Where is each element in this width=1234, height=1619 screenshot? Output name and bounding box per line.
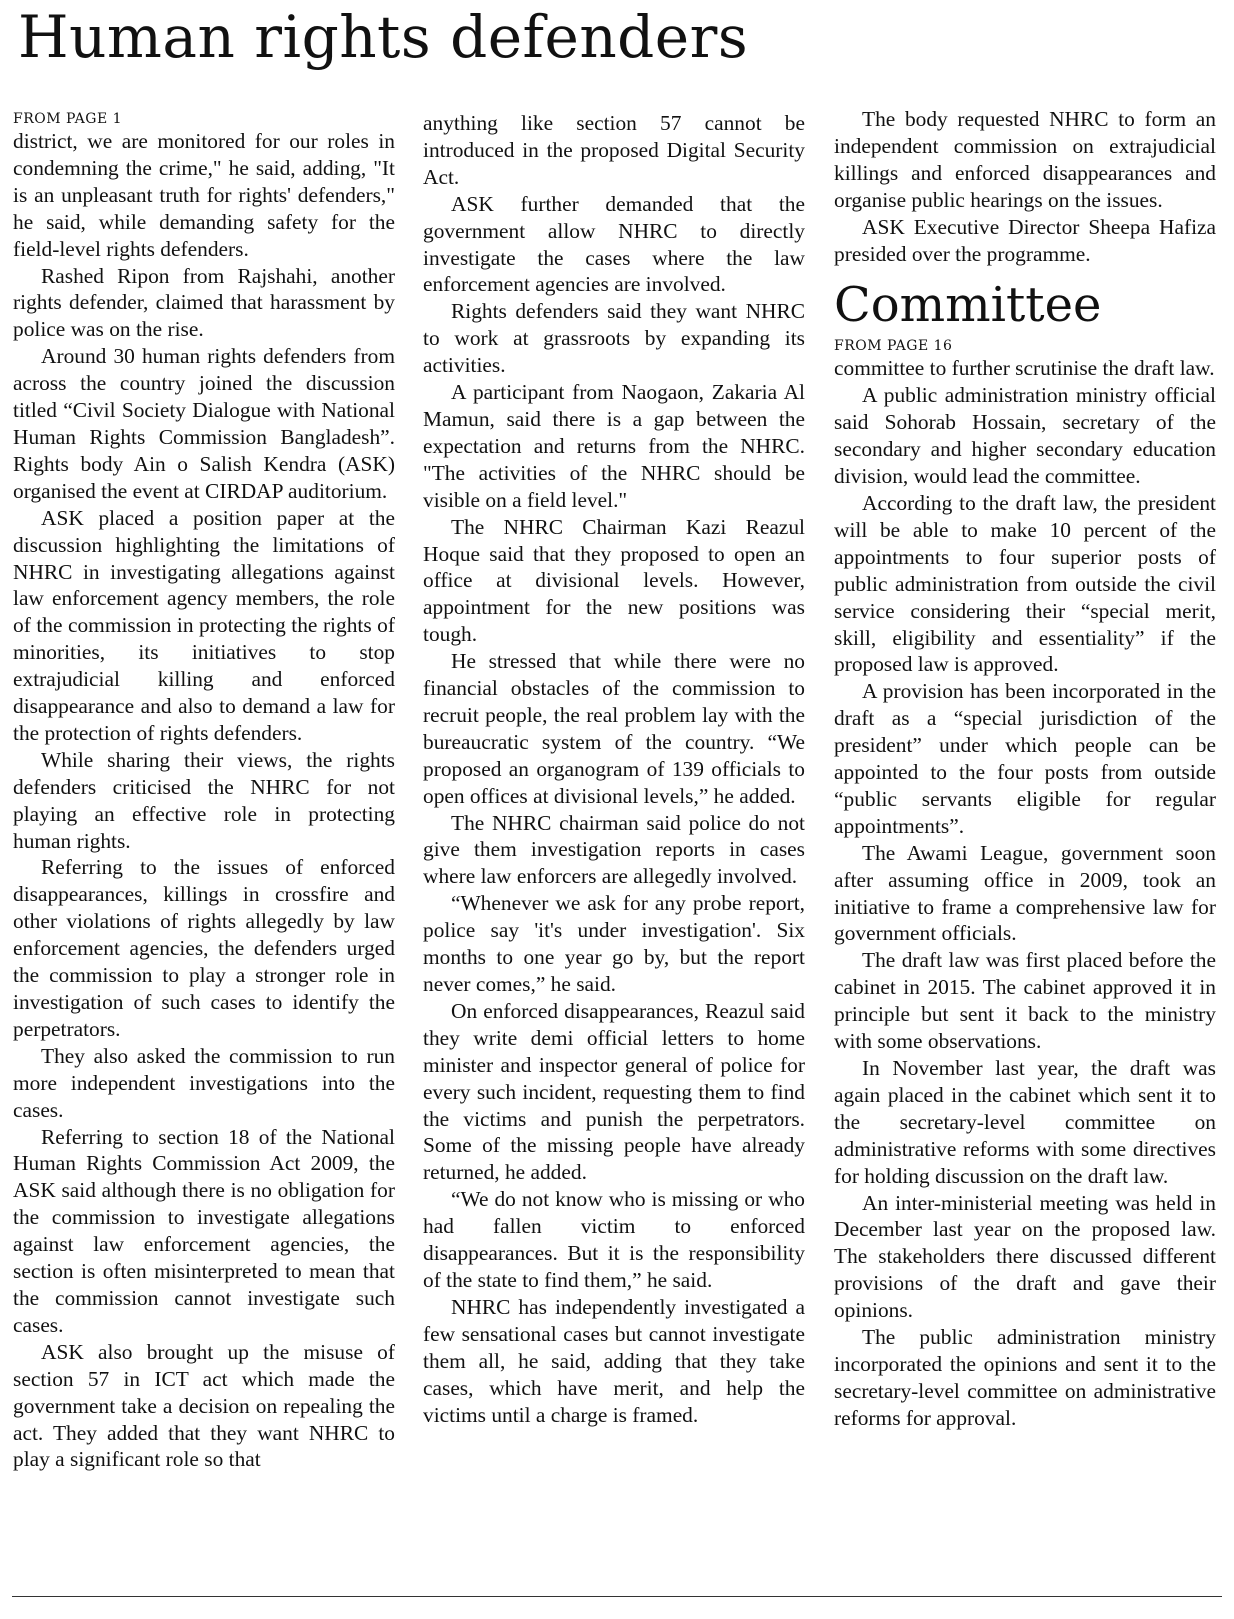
paragraph: district, we are monitored for our roles in condemning the crime," he said, adding, "It is an unpleasant truth for rights' defenders," he said, while demanding safety for the field-level rights defenders.	[13, 129, 395, 261]
paragraph: The public administration ministry incorporated the opinions and sent it to the secretary-level committee on administrative reforms for approval.	[834, 1325, 1216, 1430]
column-2	[423, 110, 805, 1428]
paragraph: “We do not know who is missing or who had fallen victim to enforced disappearances. But it is the responsibility of the state to find them,” he said.	[423, 1187, 805, 1292]
paragraph: ASK also brought up the misuse of section 57 in ICT act which made the government take a decision on repealing the act. They added that they want NHRC to play a significant role so that	[13, 1339, 395, 1472]
paragraph: Rashed Ripon from Rajshahi, another rights defender, claimed that harassment by police was on the rise.	[13, 263, 395, 342]
paragraph: ASK Executive Director Sheepa Hafiza presided over the programme.	[834, 214, 1216, 266]
paragraph: In November last year, the draft was again placed in the cabinet which sent it to the secretary-level committee on administrative reforms with some directives for holding discussion on the draft law.	[834, 1056, 1216, 1188]
paragraph: ASK further demanded that the government allow NHRC to directly investigate the cases where the law enforcement agencies are involved.	[423, 191, 805, 297]
paragraph: The draft law was first placed before the cabinet in 2015. The cabinet approved it in principle but sent it back to the ministry with some observations.	[834, 948, 1216, 1054]
column-3	[834, 106, 1216, 1432]
paragraph: The NHRC chairman said police do not give them investigation reports in cases where law enforcers are allegedly involved.	[423, 810, 805, 889]
paragraph: A participant from Naogaon, Zakaria Al Mamun, said there is a gap between the expectation and returns from the NHRC. "The activities of the NHRC should be visible on a field level."	[423, 380, 805, 512]
paragraph: The body requested NHRC to form an independent commission on extrajudicial killings and enforced disappearances and organise public hearings on the issues.	[834, 107, 1216, 212]
paragraph: committee to further scrutinise the draft law.	[834, 356, 1215, 381]
headline: Human rights defenders	[18, 3, 749, 71]
paragraph: ASK placed a position paper at the discussion highlighting the limitations of NHRC in investigating allegations against law enforcement agency members, the role of the commission in protecting the rights of minorities, its initiatives to stop extrajudicial killing and enforced disappearance and also to demand a law for the protection of rights defenders.	[13, 505, 395, 745]
jump-kicker: FROM PAGE 16	[834, 338, 953, 355]
paragraph: They also asked the commission to run more independent investigations into the cases.	[13, 1043, 395, 1122]
paragraph: Around 30 human rights defenders from across the country joined the discussion titled “Civil Society Dialogue with National Human Rights Commission Bangladesh”. Rights body Ain o Salish Kendra (ASK) organised the event at CIRDAP auditorium.	[13, 344, 395, 503]
jump-kicker: FROM PAGE 1	[13, 111, 123, 127]
paragraph: A provision has been incorporated in the draft as a “special jurisdiction of the president” under which people can be appointed to the four posts from outside “public servants eligible for regular appointments”.	[834, 679, 1216, 838]
paragraph: anything like section 57 cannot be introduced in the proposed Digital Security Act.	[423, 111, 805, 189]
paragraph: “Whenever we ask for any probe report, police say 'it's under investigation'. Six months to one year go by, but the report never comes,” he said.	[423, 891, 805, 996]
paragraph: According to the draft law, the president will be able to make 10 percent of the appointments to four superior posts of public administration from outside the civil service considering their “special merit, skill, eligibility and essentiality” if the proposed law is approved.	[834, 490, 1216, 677]
column-1	[13, 110, 395, 1473]
paragraph: Referring to the issues of enforced disappearances, killings in crossfire and other violations of rights allegedly by law enforcement agencies, the defenders urged the commission to play a stronger role in investigation of such cases to identify the perpetrators.	[13, 855, 395, 1041]
paragraph: Rights defenders said they want NHRC to work at grassroots by expanding its activities.	[423, 299, 805, 378]
subheadline: Committee	[834, 277, 1102, 334]
paragraph: While sharing their views, the rights defenders criticised the NHRC for not playing an effective role in protecting human rights.	[13, 747, 395, 853]
paragraph: Referring to section 18 of the National Human Rights Commission Act 2009, the ASK said although there is no obligation for the commission to investigate allegations against law enforcement agencies, the section is often misinterpreted to mean that the commission cannot investigate such cases.	[13, 1124, 395, 1337]
paragraph: NHRC has independently investigated a few sensational cases but cannot investigate them all, he said, adding that they take cases, which have merit, and help the victims until a charge is framed.	[423, 1294, 805, 1427]
paragraph: An inter-ministerial meeting was held in December last year on the proposed law. The stakeholders there discussed different provisions of the draft and gave their opinions.	[834, 1190, 1216, 1323]
paragraph: The Awami League, government soon after assuming office in 2009, took an initiative to frame a comprehensive law for government officials.	[834, 840, 1216, 946]
paragraph: The NHRC Chairman Kazi Reazul Hoque said that they proposed to open an office at divisional levels. However, appointment for the new positions was tough.	[423, 514, 805, 647]
paragraph: A public administration ministry official said Sohorab Hossain, secretary of the secondary and higher secondary education division, would lead the committee.	[834, 383, 1216, 489]
paragraph: He stressed that while there were no financial obstacles of the commission to recruit people, the real problem lay with the bureaucratic system of the country. “We proposed an organogram of 139 officials to open offices at divisional levels,” he added.	[423, 649, 805, 808]
paragraph: On enforced disappearances, Reazul said they write demi official letters to home minister and inspector general of police for every such incident, requesting them to find the victims and punish the perpetrators. Some of the missing people have already returned, he added.	[423, 998, 805, 1185]
bottom-divider	[12, 1596, 1222, 1597]
